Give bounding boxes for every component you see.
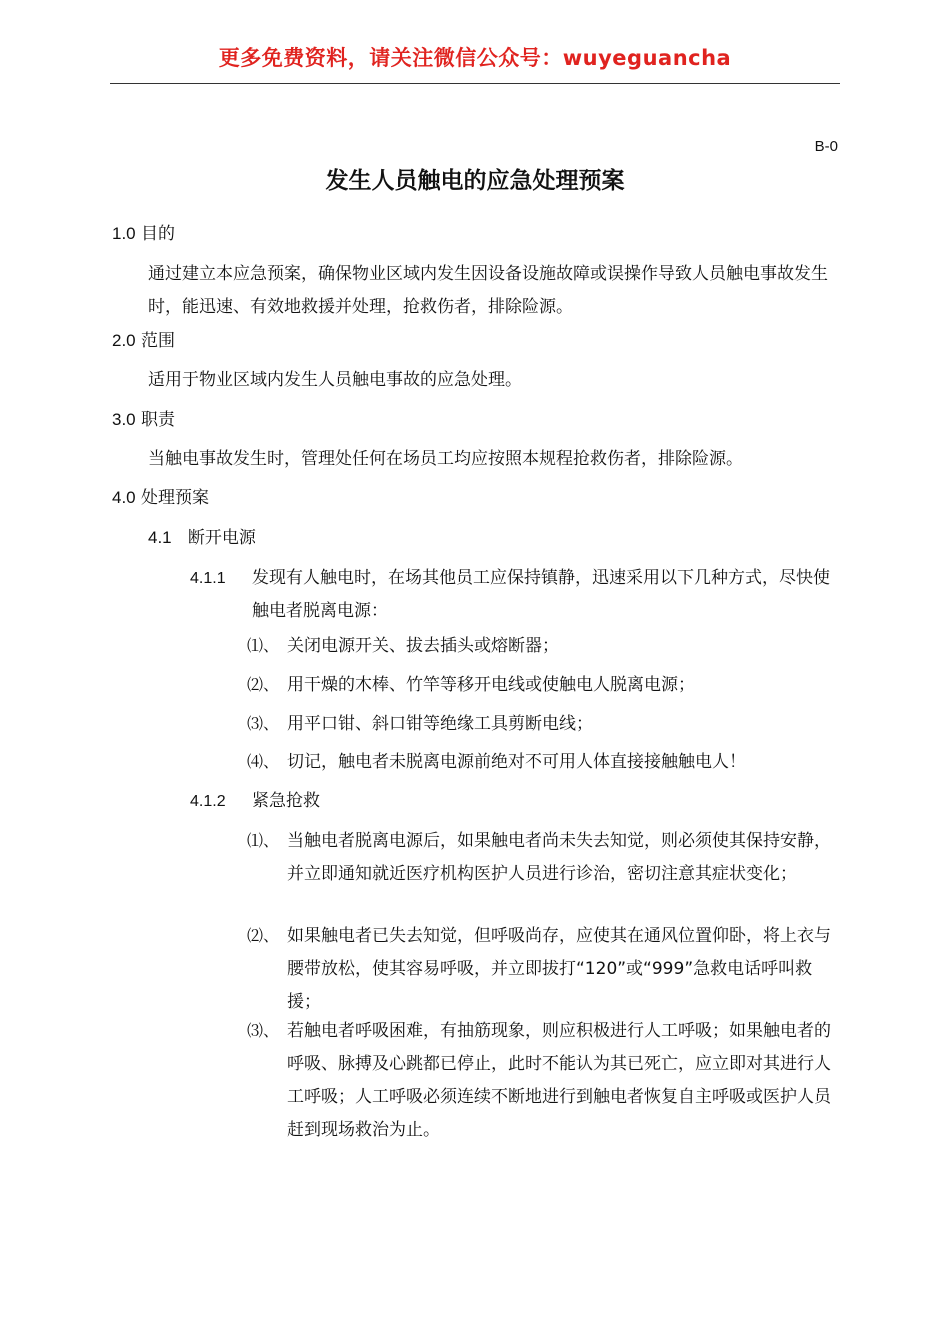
section-2-heading bbox=[112, 324, 175, 358]
section-title: 断开电源 bbox=[187, 528, 256, 548]
section-title: 目的 bbox=[141, 224, 176, 244]
list-item: 切记，触电者未脱离电源前绝对不可用人体直接接触触电人！ bbox=[287, 752, 746, 772]
section-number: 4.0 bbox=[112, 488, 136, 507]
section-title: 范围 bbox=[141, 331, 176, 351]
section-3-heading bbox=[112, 403, 175, 437]
section-number: 2.0 bbox=[112, 331, 136, 350]
section-2-text: 适用于物业区域内发生人员触电事故的应急处理。 bbox=[148, 370, 522, 390]
section-number: 1.0 bbox=[112, 224, 136, 243]
list-item: 关闭电源开关、拔去插头或熔断器； bbox=[287, 636, 559, 656]
section-title: 职责 bbox=[141, 410, 176, 430]
section-4-heading bbox=[112, 481, 209, 515]
section-1-text: 通过建立本应急预案，确保物业区域内发生因设备设施故障或误操作导致人员触电事故发生时，能迅速、有效地救援并处理，抢救伤者，排除险源。 bbox=[148, 264, 828, 317]
section-4-1-heading bbox=[148, 521, 256, 555]
list-item: 当触电者脱离电源后，如果触电者尚未失去知觉，则必须使其保持安静，并立即通知就近医疗机构医护人员进行诊治，密切注意其症状变化； bbox=[287, 831, 831, 884]
section-4-1-1-number: 4.1.1 bbox=[190, 570, 226, 587]
list-item-label: ⑵、 bbox=[247, 677, 280, 694]
list-item-label: ⑴、 bbox=[247, 638, 280, 655]
section-3-text: 当触电事故发生时，管理处任何在场员工均应按照本规程抢救伤者，排除险源。 bbox=[148, 449, 743, 469]
header-divider bbox=[110, 83, 840, 84]
list-item-label: ⑶、 bbox=[247, 1023, 280, 1040]
page-title: 发生人员触电的应急处理预案 bbox=[325, 168, 625, 194]
section-4-1-1-text: 发现有人触电时，在场其他员工应保持镇静，迅速采用以下几种方式，尽快使触电者脱离电源： bbox=[252, 568, 830, 621]
section-number: 4.1 bbox=[148, 528, 172, 547]
document-code: B-0 bbox=[814, 138, 838, 155]
list-item-label: ⑷、 bbox=[247, 754, 280, 771]
list-item-label: ⑴、 bbox=[247, 833, 280, 850]
section-number: 3.0 bbox=[112, 410, 136, 429]
list-item: 如果触电者已失去知觉，但呼吸尚存，应使其在通风位置仰卧，将上衣与腰带放松，使其容易呼吸，并立即拔打“120”或“999”急救电话呼叫救援； bbox=[287, 926, 831, 1012]
promo-banner: 更多免费资料，请关注微信公众号：wuyeguancha bbox=[218, 46, 732, 70]
section-title: 处理预案 bbox=[141, 488, 210, 508]
list-item-label: ⑶、 bbox=[247, 716, 280, 733]
list-item: 若触电者呼吸困难，有抽筋现象，则应积极进行人工呼吸；如果触电者的呼吸、脉搏及心跳都已停止，此时不能认为其已死亡，应立即对其进行人工呼吸；人工呼吸必须连续不断地进行到触电者恢复自主呼吸或医护人员赶到现场救治为止。 bbox=[287, 1021, 831, 1140]
section-1-heading bbox=[112, 217, 175, 251]
list-item: 用平口钳、斜口钳等绝缘工具剪断电线； bbox=[287, 714, 593, 734]
list-item: 用干燥的木棒、竹竿等移开电线或使触电人脱离电源； bbox=[287, 675, 695, 695]
section-4-1-2-title: 紧急抢救 bbox=[252, 791, 320, 811]
list-item-label: ⑵、 bbox=[247, 928, 280, 945]
section-4-1-2-number: 4.1.2 bbox=[190, 793, 226, 810]
